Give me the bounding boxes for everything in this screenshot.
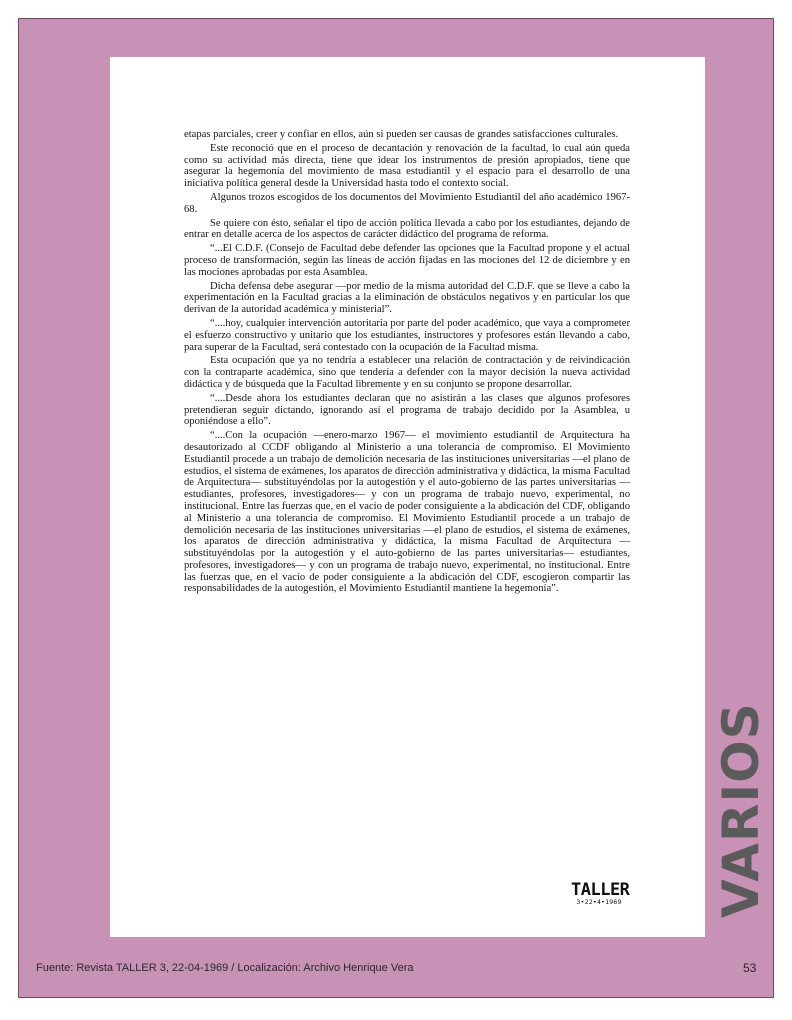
- paragraph: Este reconoció que en el proceso de decantación y renovación de la facultad, lo cual aún queda como su actividad más directa, tiene que idear los instrumentos de presión apropiados, tiene que asegurar la hegemonía del movimiento de masa estudiantil y el espacio para el desarrollo de una iniciativa política general desde la Universidad hasta todo el contexto social.: [184, 142, 630, 190]
- paragraph: “....Desde ahora los estudiantes declaran que no asistirán a las clases que algunos profesores pretendieran seguir dictando, ignorando así el programa de trabajo decidido por la Asamblea, u oponiéndose a ello”.: [184, 392, 630, 428]
- paragraph: etapas parciales, creer y confiar en ellos, aún si pueden ser causas de grandes satisfacciones culturales.: [184, 129, 619, 140]
- taller-logo-word: TALLER: [571, 880, 630, 900]
- section-label: VARIOS: [712, 702, 770, 918]
- paragraph: “....Con la ocupación —enero-marzo 1967— el movimiento estudiantil de Arquitectura ha desautorizado al CCDF obligando al Ministerio a una tolerancia de compromiso. El Movimiento Estudiantil procede a un trabajo de demolición necesaria de las instituciones universitarias —el plano de estudios, el sistema de exámenes, los aparatos de dirección administrativa y didáctica, la misma Facultad de Arquitectura— substituyéndolas por la autogestión y el auto-gobierno de las partes universitarias —estudiantes, profesores, investigadores— y con un programa de trabajo nuevo, experimental, no institucional. Entre las fuerzas que, en el vacío de poder consiguiente a la abdicación del CDF, obligando al Ministerio a una tolerancia de compromiso. El Movimiento Estudiantil procede a un trabajo de demolición necesaria de las instituciones universitarias —el plano de estudios, el sistema de exámenes, los aparatos de dirección administrativa y didáctica, la misma Facultad de Arquitectura —substituyéndolas por la autogestión y el auto-gobierno de las partes universitarias— estudiantes, profesores, investigadores— y con un programa de trabajo nuevo, experimental, no institucional. Entre las fuerzas que, en el vacío de poder consiguiente a la abdicación del CDF, escogieron compartir las responsabilidades de la autogestión, el Movimiento Estudiantil mantiene la hegemonía”.: [184, 430, 630, 595]
- paragraph: “...El C.D.F. (Consejo de Facultad debe defender las opciones que la Facultad propone y el actual proceso de transformación, según las líneas de acción fijadas en las mociones del 12 de diciembre y en las mociones aprobadas por esta Asamblea.: [184, 243, 630, 278]
- paragraph: Esta ocupación que ya no tendría a establecer una relación de contractación y de reivindicación con la contraparte académica, sino que tendería a defender con la mayor decisión la nueva actividad didáctica y de búsqueda que la Facultad libremente y en su conjunto se propone desarrollar.: [184, 355, 630, 390]
- document-text: [184, 129, 630, 597]
- paragraph: “....hoy, cualquier intervención autoritaria por parte del poder académico, que vaya a comprometer el esfuerzo constructivo y unitario que los estudiantes, instructores y profesores están llevando a cabo, para superar de la Facultad, será contestado con la ocupación de la Facultad misma.: [184, 317, 630, 353]
- taller-logo: [571, 880, 630, 906]
- page-frame: [18, 18, 774, 998]
- paragraph: Dicha defensa debe asegurar —por medio de la misma autoridad del C.D.F. que se lleve a cabo la experimentación en la Facultad gracias a la eliminación de obstáculos negativos y en particular los que derivan de la autoridad académica y ministerial”.: [184, 280, 630, 316]
- taller-logo-date: 3•22•4•1969: [576, 898, 622, 906]
- source-caption: Fuente: Revista TALLER 3, 22-04-1969 / Localización: Archivo Henrique Vera: [36, 962, 414, 974]
- paragraph: Algunos trozos escogidos de los documentos del Movimiento Estudiantil del año académico 1967-68.: [184, 191, 630, 215]
- paragraph: Se quiere con ésto, señalar el tipo de acción política llevada a cabo por los estudiantes, dejando de entrar en detalle acerca de los aspectos de carácter didáctico del programa de reforma.: [184, 217, 630, 241]
- scanned-document-page: [110, 57, 705, 937]
- page-number: 53: [743, 961, 757, 975]
